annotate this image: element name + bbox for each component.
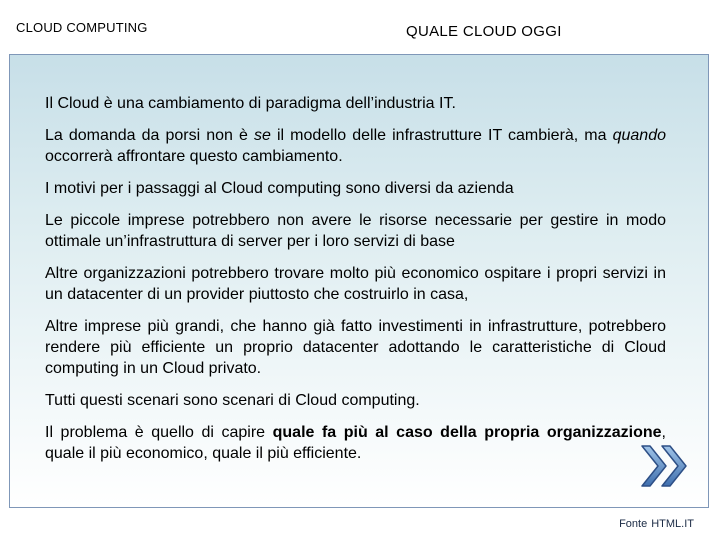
paragraph-5-text: Altre organizzazioni potrebbero trovare molto più economico ospitare i propri servizi in un datacenter di un provider piuttosto che costruirlo in casa, xyxy=(45,265,666,303)
next-slide-button[interactable] xyxy=(640,444,692,488)
content-panel xyxy=(9,54,709,508)
paragraph-2-emphasis-quando: quando xyxy=(612,127,666,144)
double-chevron-right-icon xyxy=(640,444,692,488)
paragraph-2-text-b: il modello delle infrastrutture IT cambierà, ma xyxy=(270,127,613,144)
header-section-label: CLOUD COMPUTING xyxy=(16,20,148,35)
slide-body xyxy=(45,93,666,475)
paragraph-4-text: Le piccole imprese potrebbero non avere le risorse necessarie per gestire in modo ottimale un’infrastruttura di server per i loro servizi di base xyxy=(45,212,666,250)
paragraph-2-emphasis-se: se xyxy=(254,127,271,144)
footer-source xyxy=(615,518,694,530)
paragraph-8 xyxy=(45,422,666,464)
paragraph-3 xyxy=(45,178,666,199)
paragraph-2-text-a: La domanda da porsi non è xyxy=(45,127,254,144)
footer-source-name: HTML.IT xyxy=(651,518,694,530)
paragraph-7 xyxy=(45,390,666,411)
slide-title: QUALE CLOUD OGGI xyxy=(406,23,562,40)
paragraph-2-text-c: occorrerà affrontare questo cambiamento. xyxy=(45,148,343,165)
footer-label: Fonte xyxy=(619,518,648,530)
paragraph-2 xyxy=(45,125,666,167)
paragraph-6-text: Altre imprese più grandi, che hanno già fatto investimenti in infrastrutture, potrebbero rendere più efficiente un proprio datacenter adottando le caratteristiche di Cloud computing in un Cloud privato. xyxy=(45,318,666,377)
paragraph-4 xyxy=(45,210,666,252)
paragraph-7-text: Tutti questi scenari sono scenari di Cloud computing. xyxy=(45,392,420,409)
paragraph-1 xyxy=(45,93,666,114)
paragraph-5 xyxy=(45,263,666,305)
paragraph-6 xyxy=(45,316,666,379)
paragraph-3-text: I motivi per i passaggi al Cloud computing sono diversi da azienda xyxy=(45,180,514,197)
paragraph-8-bold: quale fa più al caso della propria organizzazione xyxy=(272,424,662,441)
paragraph-8-text-c: , quale il più economico, quale il più efficiente. xyxy=(45,424,666,462)
paragraph-8-text-a: Il problema è quello di capire xyxy=(45,424,273,441)
paragraph-1-text: Il Cloud è una cambiamento di paradigma dell’industria IT. xyxy=(45,95,456,112)
